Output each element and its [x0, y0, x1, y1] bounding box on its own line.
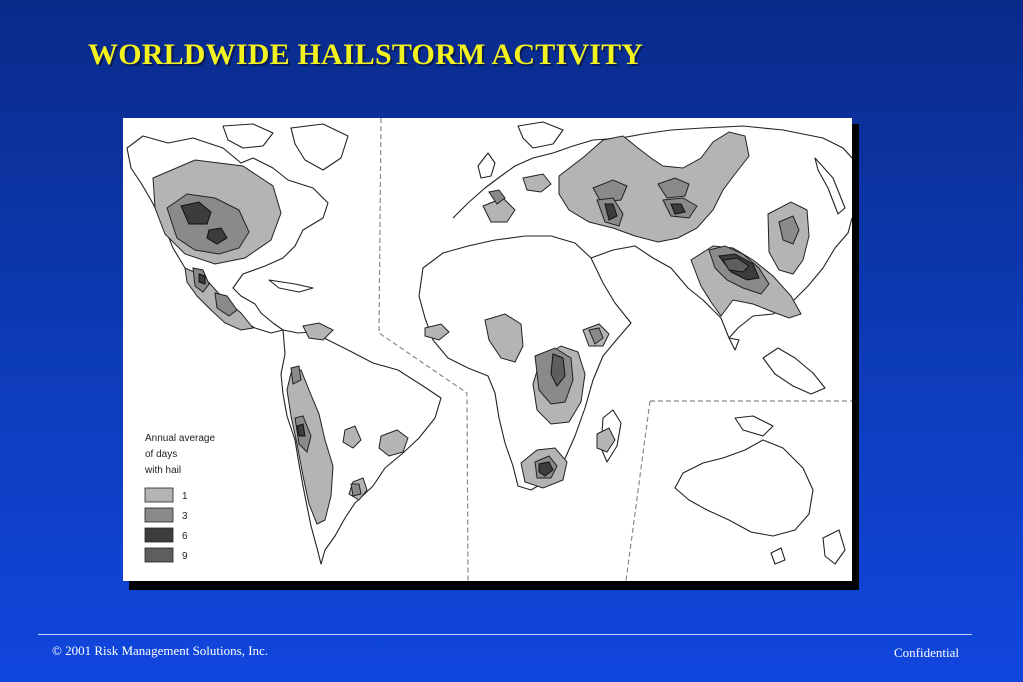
legend-label-1: 1: [182, 491, 188, 502]
footer-divider: [38, 634, 972, 635]
hailstorm-map: [123, 118, 852, 581]
legend-title-line-2: of days: [145, 449, 178, 460]
legend-swatch-9: [145, 548, 173, 562]
legend-title-line-3: with hail: [145, 465, 182, 476]
legend-title-line-1: Annual average: [145, 433, 216, 444]
legend-swatch-6: [145, 528, 173, 542]
legend-label-6: 6: [182, 531, 188, 542]
slide-title: WORLDWIDE HAILSTORM ACTIVITY: [88, 38, 644, 71]
legend-label-3: 3: [182, 511, 188, 522]
footer-copyright: © 2001 Risk Management Solutions, Inc.: [52, 643, 269, 658]
footer-confidential: Confidential: [894, 645, 959, 660]
world-map-svg: [123, 118, 852, 581]
legend-swatch-3: [145, 508, 173, 522]
legend-swatch-1: [145, 488, 173, 502]
legend-label-9: 9: [182, 551, 188, 562]
